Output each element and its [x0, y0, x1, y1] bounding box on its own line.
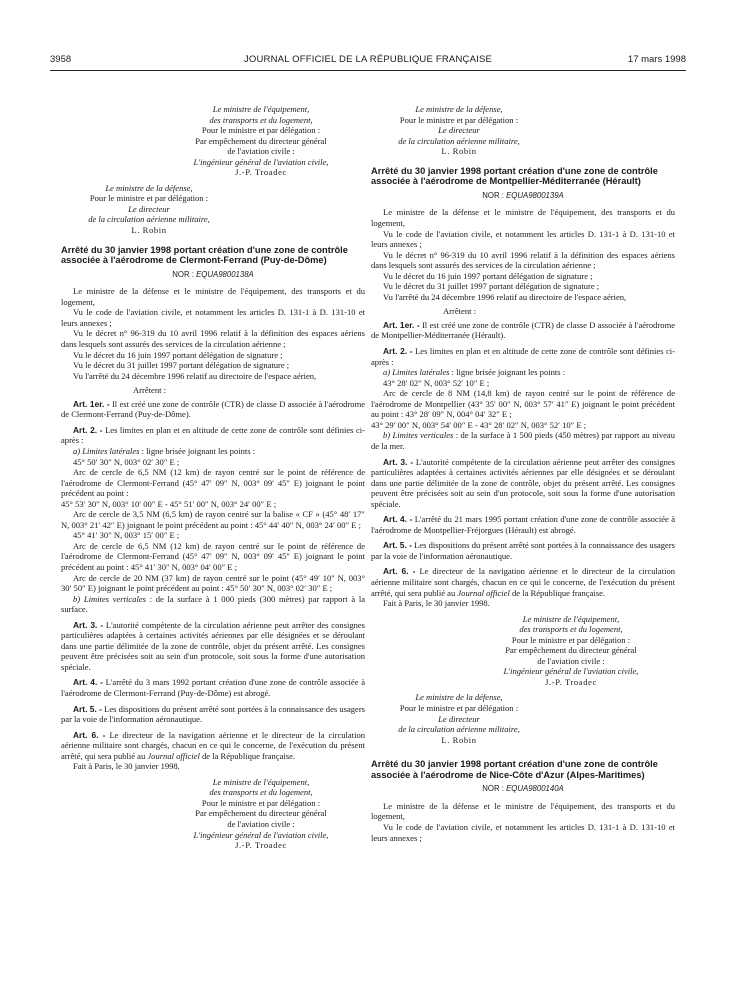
- lateral-limits: a) Limites latérales : ligne brisée joignant les points :: [383, 367, 566, 378]
- signature-block-defense: Le ministre de la défense, Pour le ministre et par délégation : Le directeur de la circulation aérienne militaire, L. Robin: [371, 692, 547, 745]
- decree-title-nice: Arrêté du 30 janvier 1998 portant création d'une zone de contrôle associée à l'aérodrome de Nice-Côte d'Azur (Alpes-Maritimes): [371, 759, 658, 780]
- signatory-name: J.-P. Troadec: [235, 167, 287, 178]
- vertical-limits: b) Limites verticales : de la surface à 1 000 pieds (300 mètres) par rapport à la surface.: [61, 593, 366, 615]
- preamble-line: Vu l'arrêté du 24 décembre 1996 relatif au directoire de l'espace aérien,: [383, 291, 627, 302]
- article-1: Art. 1er. - Il est créé une zone de contrôle (CTR) de classe D associée à l'aérodrome de Clermont-Ferrand (Puy-de-Dôme).: [61, 398, 366, 420]
- running-header: [50, 54, 686, 66]
- done-at: Fait à Paris, le 30 janvier 1998.: [73, 761, 180, 772]
- coordinate-line: Arc de cercle de 3,5 NM (6,5 km) de rayon centré sur la balise « CF » (45° 48′ 17″ N, 003° 21′ 42″ E) joignant le point précédent au point : 45° 44′ 40″ N, 003° 24′ 00″ E ;: [61, 509, 365, 530]
- preamble-line: Vu l'arrêté du 24 décembre 1996 relatif au directoire de l'espace aérien,: [73, 370, 317, 381]
- decree-title-clermont: Arrêté du 30 janvier 1998 portant création d'une zone de contrôle associée à l'aérodrome de Clermont-Ferrand (Puy-de-Dôme): [61, 244, 348, 266]
- coordinate-line: 43° 28′ 02″ N, 003° 52′ 10″ E ;: [383, 377, 490, 388]
- signatory-name: L. Robin: [131, 225, 167, 236]
- arretent-heading: Arrêtent :: [133, 385, 166, 396]
- signature-block-equipement: Le ministre de l'équipement, des transports et du logement, Pour le ministre et par délégation : Par empêchement du directeur général de l'aviation civile : L'ingénieur général de l'aviation civile, J.-P. Troadec: [157, 777, 365, 851]
- preamble-line: Vu le décret du 31 juillet 1997 portant délégation de signature ;: [73, 360, 290, 371]
- signatory-name: L. Robin: [441, 146, 477, 157]
- coordinate-line: 43° 29′ 00″ N, 003° 54′ 00″ E - 43° 28′ 02″ N, 003° 52′ 10″ E ;: [371, 419, 587, 430]
- preamble-line: Vu le décret n° 96-319 du 10 avril 1996 relatif à la définition des espaces aériens dans lesquels sont assurés des services de la circulation aérienne ;: [371, 249, 675, 271]
- coordinate-line: Arc de cercle de 6,5 NM (12 km) de rayon centré sur le point de référence de l'aérodrome de Clermont-Ferrand (45° 47′ 09″ N, 003° 09′ 45″ E) joignant le point précédent au point : 45° 41′ 30″ N, 003° 04′ 00″ E ;: [61, 540, 365, 572]
- preamble-line: Le ministre de la défense et le ministre de l'équipement, des transports et du logement,: [371, 800, 675, 822]
- done-at: Fait à Paris, le 30 janvier 1998.: [383, 598, 490, 609]
- article-4: Art. 4. - L'arrêté du 21 mars 1995 portant création d'une zone de contrôle associée à l'aérodrome de Montpellier-Fréjorgues (Hérault) est abrogé.: [371, 514, 675, 535]
- coordinate-line: Arc de cercle de 20 NM (37 km) de rayon centré sur le point (45° 49′ 10″ N, 003° 30′ 50″ E) joignant le point précédent au point : 45° 50′ 30″ N, 003° 02′ 30″ E ;: [61, 572, 365, 594]
- signatory-name: J.-P. Troadec: [235, 840, 287, 851]
- preamble-line: Vu le décret du 31 juillet 1997 portant délégation de signature ;: [383, 281, 600, 292]
- article-6: Art. 6. - Le directeur de la navigation aérienne et le directeur de la circulation aérienne militaire sont chargés, chacun en ce qui le concerne, de l'exécution du présent arrêté, qui sera publié au Journal officiel de la République française.: [61, 729, 365, 761]
- page-number: 3958: [50, 54, 72, 65]
- article-3: Art. 3. - L'autorité compétente de la circulation aérienne peut arrêter des consignes particulières adaptées à certaines activités aériennes par elle désignées et se déroulant dans une partie délimitée de la zone de contrôle, objet du présent arrêté. Les consignes peuvent être précisées soit au sein d'un protocole, soit sous la forme d'une autorisation spéciale.: [371, 456, 675, 509]
- article-5: Art. 5. - Les dispositions du présent arrêté sont portées à la connaissance des usagers par la voie de l'information aéronautique.: [371, 540, 675, 561]
- preamble-line: Le ministre de la défense et le ministre de l'équipement, des transports et du logement,: [371, 207, 675, 229]
- article-4: Art. 4. - L'arrêté du 3 mars 1992 portant création d'une zone de contrôle associée à l'aérodrome de Clermont-Ferrand (Puy-de-Dôme) est abrogé.: [61, 677, 366, 698]
- issue-date: 17 mars 1998: [627, 54, 686, 65]
- right-column: [371, 104, 675, 843]
- nor-reference: NOR : EQUA9800140A: [482, 784, 564, 794]
- preamble-line: Vu le décret n° 96-319 du 10 avril 1996 relatif à la définition des espaces aériens dans lesquels sont assurés des services de la circulation aérienne ;: [61, 328, 365, 350]
- vertical-limits: b) Limites verticales : de la surface à 1 500 pieds (450 mètres) par rapport au niveau de la mer.: [371, 430, 675, 451]
- coordinate-line: 45° 50′ 30″ N, 003° 02′ 30″ E ;: [73, 456, 180, 467]
- preamble-line: Vu le code de l'aviation civile, et notamment les articles D. 131-1 à D. 131-10 et leurs annexes ;: [61, 307, 365, 328]
- article-5: Art. 5. - Les dispositions du présent arrêté sont portées à la connaissance des usagers par la voie de l'information aéronautique.: [61, 703, 365, 725]
- preamble-line: Vu le code de l'aviation civile, et notamment les articles D. 131-1 à D. 131-10 et leurs annexes ;: [371, 822, 675, 843]
- signature-block-defense: Le ministre de la défense, Pour le ministre et par délégation : Le directeur de la circulation aérienne militaire, L. Robin: [61, 183, 237, 236]
- decree-title-montpellier: Arrêté du 30 janvier 1998 portant création d'une zone de contrôle associée à l'aérodrome de Montpellier-Méditerranée (Hérault): [371, 165, 658, 187]
- journal-title: JOURNAL OFFICIEL DE LA RÉPUBLIQUE FRANÇAISE: [243, 54, 493, 65]
- arretent-heading: Arrêtent :: [443, 306, 476, 317]
- article-1: Art. 1er. - Il est créé une zone de contrôle (CTR) de classe D associée à l'aérodrome de Montpellier-Méditerranée (Hérault).: [371, 319, 676, 341]
- coordinate-line: 45° 53′ 30″ N, 003° 10′ 00″ E - 45° 51′ 00″ N, 003° 24′ 00″ E ;: [61, 498, 277, 509]
- signatory-name: L. Robin: [441, 734, 477, 745]
- preamble-line: Vu le code de l'aviation civile, et notamment les articles D. 131-1 à D. 131-10 et leurs annexes ;: [371, 228, 675, 250]
- nor-reference: NOR : EQUA9800139A: [482, 190, 564, 200]
- coordinate-line: 45° 41′ 30″ N, 003° 15′ 00″ E ;: [73, 530, 180, 541]
- article-6: Art. 6. - Le directeur de la navigation aérienne et le directeur de la circulation aérienne militaire sont chargés, chacun en ce qui le concerne, de l'exécution du présent arrêté, qui sera publié au Journal officiel de la République française.: [371, 566, 675, 598]
- preamble-line: Le ministre de la défense et le ministre de l'équipement, des transports et du logement,: [61, 286, 365, 307]
- signature-block-equipement: Le ministre de l'équipement, des transports et du logement, Pour le ministre et par délégation : Par empêchement du directeur général de l'aviation civile : L'ingénieur général de l'aviation civile, J.-P. Troadec: [157, 104, 365, 178]
- article-2: Art. 2. - Les limites en plan et en altitude de cette zone de contrôle sont définies ci-après :: [61, 424, 365, 446]
- signatory-name: J.-P. Troadec: [545, 676, 597, 687]
- left-column: [61, 104, 365, 851]
- signature-block-defense: Le ministre de la défense, Pour le ministre et par délégation : Le directeur de la circulation aérienne militaire, L. Robin: [371, 104, 547, 157]
- article-3: Art. 3. - L'autorité compétente de la circulation aérienne peut arrêter des consignes particulières adaptées à certaines activités aériennes par elle désignées et se déroulant dans une partie délimitée de la zone de contrôle, objet du présent arrêté. Les consignes peuvent être précisées soit au sein d'un protocole, soit sous la forme d'une autorisation spéciale.: [61, 619, 365, 672]
- article-2: Art. 2. - Les limites en plan et en altitude de cette zone de contrôle sont définies ci-après :: [371, 346, 675, 367]
- coordinate-line: Arc de cercle de 8 NM (14,8 km) de rayon centré sur le point de référence de l'aérodrome de Montpellier (43° 35′ 00″ N, 003° 57′ 41″ E) joignant le point précédent au point : 43° 28′ 09″ N, 004° 04′ 32″ E ;: [371, 388, 675, 420]
- preamble-line: Vu le décret du 16 juin 1997 portant délégation de signature ;: [383, 270, 593, 281]
- header-rule: [50, 70, 686, 71]
- lateral-limits: a) Limites latérales : ligne brisée joignant les points :: [73, 445, 256, 456]
- signature-block-equipement: Le ministre de l'équipement, des transports et du logement, Pour le ministre et par délégation : Par empêchement du directeur général de l'aviation civile : L'ingénieur général de l'aviation civile, J.-P. Troadec: [467, 614, 675, 688]
- coordinate-line: Arc de cercle de 6,5 NM (12 km) de rayon centré sur le point de référence de l'aérodrome de Clermont-Ferrand (45° 47′ 09″ N, 003° 09′ 45″ E) joignant le point précédent au point :: [61, 467, 365, 499]
- nor-reference: NOR : EQUA9800138A: [172, 269, 254, 279]
- preamble-line: Vu le décret du 16 juin 1997 portant délégation de signature ;: [73, 349, 283, 360]
